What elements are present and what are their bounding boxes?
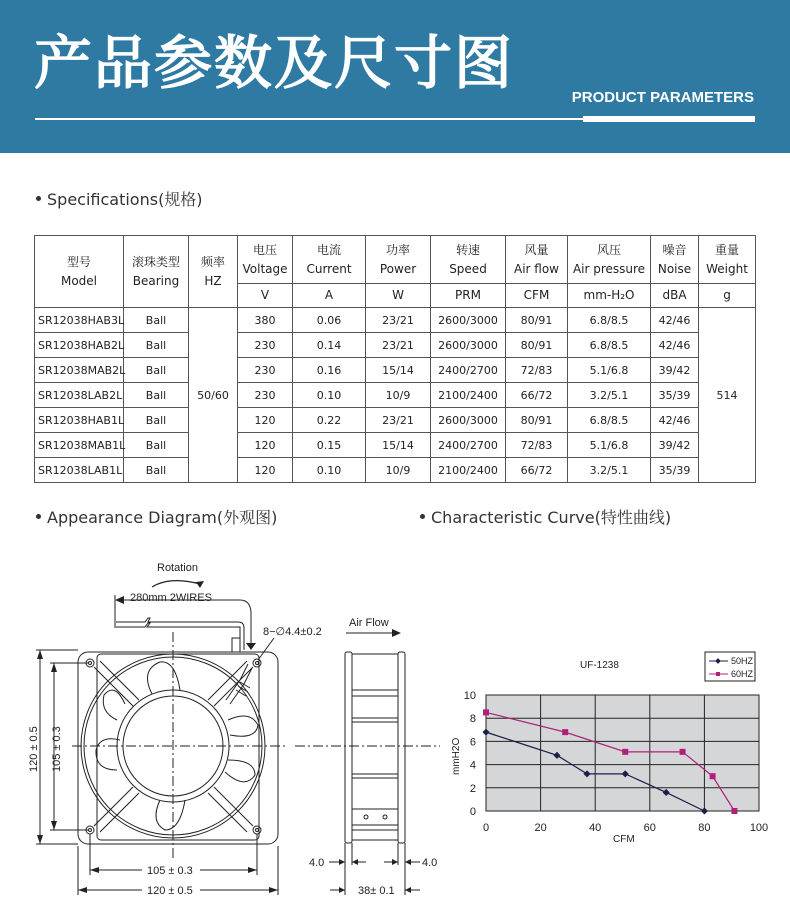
square-marker-icon xyxy=(622,749,628,755)
cell-pressure: 3.2/5.1 xyxy=(568,383,651,408)
header-model: 型号 Model xyxy=(35,236,124,308)
header-banner xyxy=(0,0,790,153)
cell-model: SR12038HAB1L xyxy=(35,408,124,433)
cell-voltage: 120 xyxy=(238,408,293,433)
square-marker-icon xyxy=(680,749,686,755)
cell-bearing: Ball xyxy=(124,408,189,433)
depth-label: 38± 0.1 xyxy=(358,885,395,897)
svg-text:0: 0 xyxy=(482,822,490,834)
cell-airflow: 72/83 xyxy=(506,433,568,458)
cell-pressure: 6.8/8.5 xyxy=(568,308,651,333)
rotation-label: Rotation xyxy=(157,562,198,574)
cell-airflow: 72/83 xyxy=(506,358,568,383)
cell-voltage: 380 xyxy=(238,308,293,333)
table-row xyxy=(35,458,756,483)
cell-bearing: Ball xyxy=(124,383,189,408)
cell-airflow: 66/72 xyxy=(506,458,568,483)
dim-outer-vertical: 120 ± 0.5 xyxy=(28,726,40,772)
cell-bearing: Ball xyxy=(124,433,189,458)
dim-inner-vertical: 105 ± 0.3 xyxy=(51,726,63,772)
flange-right-label: 4.0 xyxy=(422,857,438,869)
unit-speed: PRM xyxy=(431,284,506,308)
appearance-diagram xyxy=(0,545,445,919)
unit-current: A xyxy=(293,284,366,308)
air-flow-label: Air Flow xyxy=(349,617,389,629)
holes-label: 8−∅4.4±0.2 xyxy=(263,626,322,638)
table-row xyxy=(35,433,756,458)
x-axis-label: CFM xyxy=(613,834,635,845)
header-airflow: 风量 Air flow xyxy=(506,236,568,284)
legend-60hz: 60HZ xyxy=(731,669,754,679)
cell-speed: 2400/2700 xyxy=(431,358,506,383)
cell-power: 23/21 xyxy=(366,333,431,358)
cell-voltage: 230 xyxy=(238,358,293,383)
specifications-table xyxy=(34,235,756,483)
svg-text:4: 4 xyxy=(469,759,476,772)
chart-legend xyxy=(705,652,755,681)
dim-inner-horizontal: 105 ± 0.3 xyxy=(147,865,193,877)
svg-text:0: 0 xyxy=(469,806,476,818)
cell-weight: 514 xyxy=(699,308,756,483)
svg-text:80: 80 xyxy=(698,822,711,834)
header-noise: 噪音 Noise xyxy=(651,236,699,284)
cell-model: SR12038HAB3L xyxy=(35,308,124,333)
bullet-icon xyxy=(420,514,425,519)
cell-noise: 42/46 xyxy=(651,308,699,333)
cell-bearing: Ball xyxy=(124,358,189,383)
appearance-heading-text: Appearance Diagram(外观图) xyxy=(47,508,278,527)
header-frequency: 频率 HZ xyxy=(189,236,238,308)
specifications-heading-text: Specifications(规格) xyxy=(47,190,203,209)
cell-noise: 39/42 xyxy=(651,433,699,458)
cell-model: SR12038MAB1L xyxy=(35,433,124,458)
svg-text:100: 100 xyxy=(749,822,769,834)
cell-noise: 42/46 xyxy=(651,408,699,433)
y-axis-label: mmH2O xyxy=(451,737,462,775)
page-subtitle: PRODUCT PARAMETERS xyxy=(571,89,754,106)
cell-model: SR12038MAB2L xyxy=(35,358,124,383)
header-pressure: 风压 Air pressure xyxy=(568,236,651,284)
cell-voltage: 230 xyxy=(238,383,293,408)
cell-noise: 39/42 xyxy=(651,358,699,383)
bullet-icon xyxy=(36,514,41,519)
cell-pressure: 3.2/5.1 xyxy=(568,458,651,483)
svg-text:60: 60 xyxy=(643,822,656,834)
table-header-row xyxy=(35,236,756,284)
svg-text:10: 10 xyxy=(463,690,476,702)
cell-pressure: 6.8/8.5 xyxy=(568,408,651,433)
square-marker-icon xyxy=(716,672,720,676)
cell-pressure: 6.8/8.5 xyxy=(568,333,651,358)
header-voltage: 电压 Voltage xyxy=(238,236,293,284)
cell-speed: 2100/2400 xyxy=(431,458,506,483)
header-bearing: 滚珠类型 Bearing xyxy=(124,236,189,308)
square-marker-icon xyxy=(710,773,716,779)
cell-model: SR12038LAB2L xyxy=(35,383,124,408)
unit-voltage: V xyxy=(238,284,293,308)
cell-current: 0.06 xyxy=(293,308,366,333)
unit-airflow: CFM xyxy=(506,284,568,308)
cell-airflow: 80/91 xyxy=(506,408,568,433)
svg-text:2: 2 xyxy=(469,782,476,795)
header-weight: 重量 Weight xyxy=(699,236,756,284)
cell-power: 10/9 xyxy=(366,458,431,483)
unit-pressure: mm-H₂O xyxy=(568,284,651,308)
table-row xyxy=(35,408,756,433)
cell-current: 0.10 xyxy=(293,383,366,408)
unit-weight: g xyxy=(699,284,756,308)
divider-accent-bar xyxy=(583,116,755,122)
chart-plot-area xyxy=(464,690,768,834)
cell-current: 0.10 xyxy=(293,458,366,483)
table-row xyxy=(35,308,756,333)
svg-text:6: 6 xyxy=(469,736,476,749)
cell-voltage: 120 xyxy=(238,458,293,483)
cell-airflow: 66/72 xyxy=(506,383,568,408)
header-speed: 转速 Speed xyxy=(431,236,506,284)
cell-noise: 35/39 xyxy=(651,383,699,408)
characteristic-curve-chart xyxy=(440,640,785,850)
square-marker-icon xyxy=(483,709,489,715)
cell-frequency: 50/60 xyxy=(189,308,238,483)
characteristic-heading-text: Characteristic Curve(特性曲线) xyxy=(431,508,672,527)
table-row xyxy=(35,358,756,383)
unit-noise: dBA xyxy=(651,284,699,308)
cell-power: 23/21 xyxy=(366,408,431,433)
cell-noise: 35/39 xyxy=(651,458,699,483)
cell-model: SR12038HAB2L xyxy=(35,333,124,358)
cell-bearing: Ball xyxy=(124,333,189,358)
svg-text:8: 8 xyxy=(469,713,476,726)
header-power: 功率 Power xyxy=(366,236,431,284)
cell-bearing: Ball xyxy=(124,458,189,483)
cell-current: 0.16 xyxy=(293,358,366,383)
specifications-heading xyxy=(36,187,203,210)
characteristic-heading xyxy=(420,505,671,528)
cell-power: 23/21 xyxy=(366,308,431,333)
cell-speed: 2400/2700 xyxy=(431,433,506,458)
cell-model: SR12038LAB1L xyxy=(35,458,124,483)
cell-voltage: 230 xyxy=(238,333,293,358)
cell-airflow: 80/91 xyxy=(506,308,568,333)
table-row xyxy=(35,383,756,408)
cell-power: 15/14 xyxy=(366,358,431,383)
wires-label: 280mm 2WIRES xyxy=(130,592,212,604)
cell-speed: 2100/2400 xyxy=(431,383,506,408)
bullet-icon xyxy=(36,196,41,201)
unit-power: W xyxy=(366,284,431,308)
table-row xyxy=(35,333,756,358)
cell-current: 0.15 xyxy=(293,433,366,458)
page-title: 产品参数及尺寸图 xyxy=(34,29,515,97)
svg-text:20: 20 xyxy=(534,822,547,834)
legend-50hz: 50HZ xyxy=(731,656,754,666)
cell-speed: 2600/3000 xyxy=(431,308,506,333)
cell-current: 0.14 xyxy=(293,333,366,358)
appearance-heading xyxy=(36,505,277,528)
svg-text:40: 40 xyxy=(589,822,602,834)
cell-noise: 42/46 xyxy=(651,333,699,358)
cell-airflow: 80/91 xyxy=(506,333,568,358)
cell-current: 0.22 xyxy=(293,408,366,433)
square-marker-icon xyxy=(562,729,568,735)
chart-title: UF-1238 xyxy=(580,660,619,671)
cell-power: 15/14 xyxy=(366,433,431,458)
cell-bearing: Ball xyxy=(124,308,189,333)
cell-speed: 2600/3000 xyxy=(431,408,506,433)
cell-voltage: 120 xyxy=(238,433,293,458)
header-current: 电流 Current xyxy=(293,236,366,284)
cell-pressure: 5.1/6.8 xyxy=(568,358,651,383)
cell-power: 10/9 xyxy=(366,383,431,408)
cell-speed: 2600/3000 xyxy=(431,333,506,358)
flange-left-label: 4.0 xyxy=(309,857,325,869)
square-marker-icon xyxy=(731,808,737,814)
divider-line xyxy=(35,118,583,120)
dim-outer-horizontal: 120 ± 0.5 xyxy=(147,885,193,897)
cell-pressure: 5.1/6.8 xyxy=(568,433,651,458)
